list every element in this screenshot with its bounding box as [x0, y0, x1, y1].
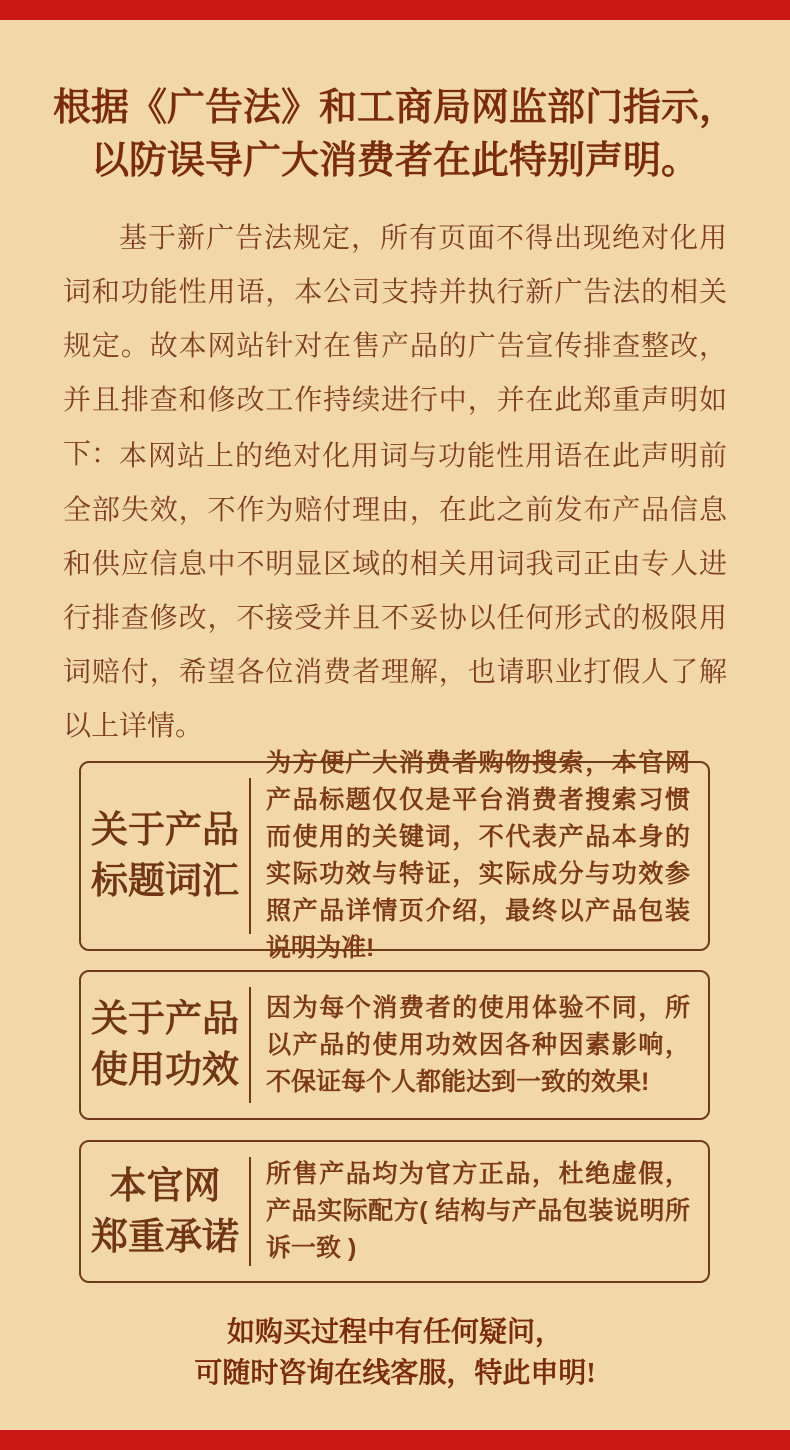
footer-note-line1: 如购买过程中有任何疑问， [226, 1317, 563, 1348]
notice-box-text [251, 972, 708, 1118]
top-red-bar [0, 0, 790, 20]
notice-box-label [81, 1142, 249, 1281]
footer-note [0, 1312, 790, 1394]
notice-box-product-effect [79, 970, 710, 1120]
notice-box-label-line2: 郑重承诺 [91, 1216, 239, 1258]
footer-note-line2: 可随时咨询在线客服，特此申明! [194, 1358, 596, 1389]
notice-box-label-line2: 使用功效 [91, 1050, 239, 1091]
notice-box-text-content: 所售产品均为官方正品，杜绝虚假，产品实际配方( 结构与产品包装说明所诉一致 ) [266, 1160, 690, 1262]
notice-box-label-line2: 标题词汇 [91, 861, 239, 902]
notice-box-label-line1: 关于产品 [91, 999, 239, 1040]
page-title-line2: 以防误导广大消费者在此特别声明。 [90, 140, 699, 182]
notice-box-text-content: 因为每个消费者的使用体验不同，所以产品的使用功效因各种因素影响，不保证每个人都能达到一致的效果! [266, 993, 690, 1096]
notice-box-text [251, 749, 708, 962]
page-title-line1: 根据《广告法》和工商局网监部门指示， [52, 87, 737, 129]
bottom-red-bar [0, 1430, 790, 1450]
notice-box-text-content: 为方便广大消费者购物搜索，本官网产品标题仅仅是平台消费者搜索习惯而使用的关键词，不代表产品本身的实际功效与特证，实际成分与功效参照产品详情页介绍，最终以产品包装说明为准! [266, 749, 690, 962]
notice-box-label [81, 972, 249, 1118]
notice-box-text [251, 1142, 708, 1281]
notice-box-label-line1: 本官网 [109, 1165, 221, 1207]
intro-paragraph: 基于新广告法规定，所有页面不得出现绝对化用词和功能性用语，本公司支持并执行新广告法的相关规定。故本网站针对在售产品的广告宣传排查整改，并且排查和修改工作持续进行中，并在此郑重声明如下： [63, 223, 727, 470]
notice-box-label [81, 763, 249, 949]
page-title [20, 82, 770, 188]
notice-box-official-promise [79, 1140, 710, 1283]
statement-paragraph: 本网站上的绝对化用词与功能性用语在此声明前全部失效，不作为赔付理由，在此之前发布产品信息和供应信息中不明显区域的相关用词我司正由专人进行排查修改，不接受并且不妥协以任何形式的极限用词赔付，希望各位消费者理解，也请职业打假人了解以上详情。 [63, 441, 727, 742]
notice-box-product-title [79, 749, 710, 962]
notice-box-label-line1: 关于产品 [91, 810, 239, 851]
